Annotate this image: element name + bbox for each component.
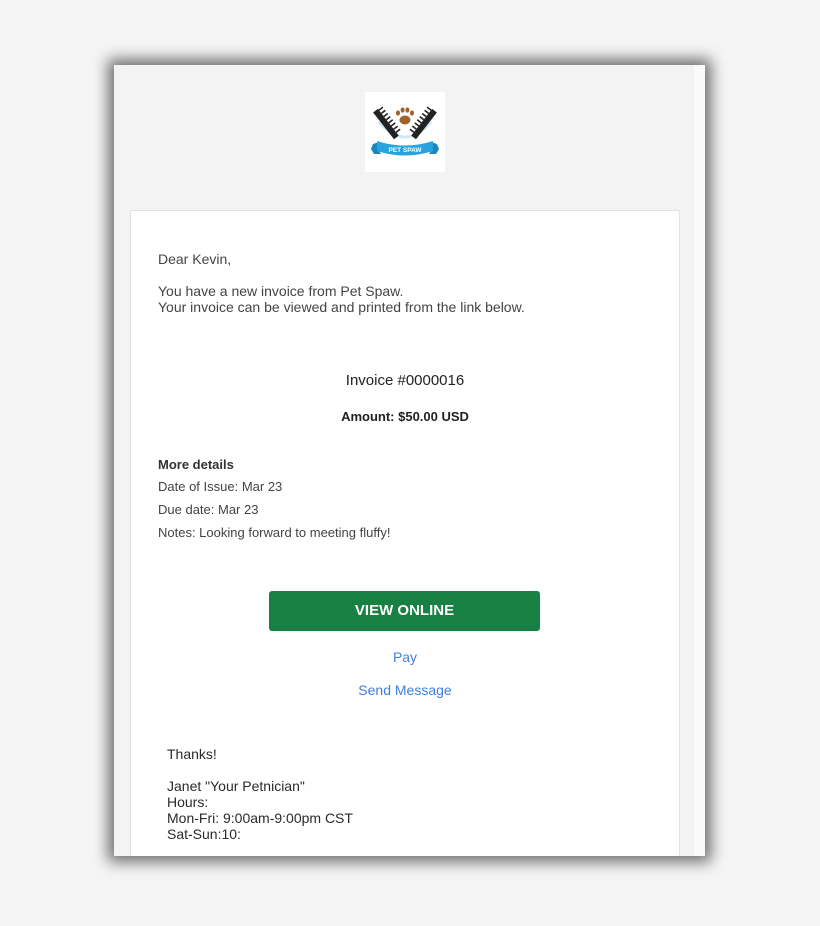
- paw-comb-logo-icon: [365, 92, 445, 172]
- signature-name: Janet "Your Petnician": [167, 778, 305, 794]
- view-online-button[interactable]: VIEW ONLINE: [269, 591, 540, 631]
- date-of-issue: Date of Issue: Mar 23: [158, 479, 283, 494]
- pay-link[interactable]: Pay: [392, 649, 418, 665]
- invoice-amount: Amount: $50.00 USD: [341, 409, 469, 424]
- greeting: Dear Kevin,: [158, 251, 232, 267]
- scroll-strip: [694, 65, 705, 856]
- intro-line-2: Your invoice can be viewed and printed from the link below.: [158, 299, 525, 315]
- signature-thanks: Thanks!: [167, 746, 217, 762]
- send-message-link[interactable]: Send Message: [358, 682, 452, 698]
- invoice-title: Invoice #0000016: [345, 372, 465, 389]
- signature-weekend-hours: Sat-Sun:10:: [167, 826, 241, 842]
- due-date: Due date: Mar 23: [158, 502, 259, 517]
- logo-text: PET SPAW: [388, 147, 422, 154]
- details-heading: More details: [158, 457, 234, 472]
- signature-weekday-hours: Mon-Fri: 9:00am-9:00pm CST: [167, 810, 353, 826]
- intro-line-1: You have a new invoice from Pet Spaw.: [158, 283, 404, 299]
- signature-hours-label: Hours:: [167, 794, 209, 810]
- email-card: [130, 210, 680, 856]
- notes: Notes: Looking forward to meeting fluffy!: [158, 525, 391, 540]
- email-window: [114, 65, 705, 856]
- company-logo: [365, 92, 445, 172]
